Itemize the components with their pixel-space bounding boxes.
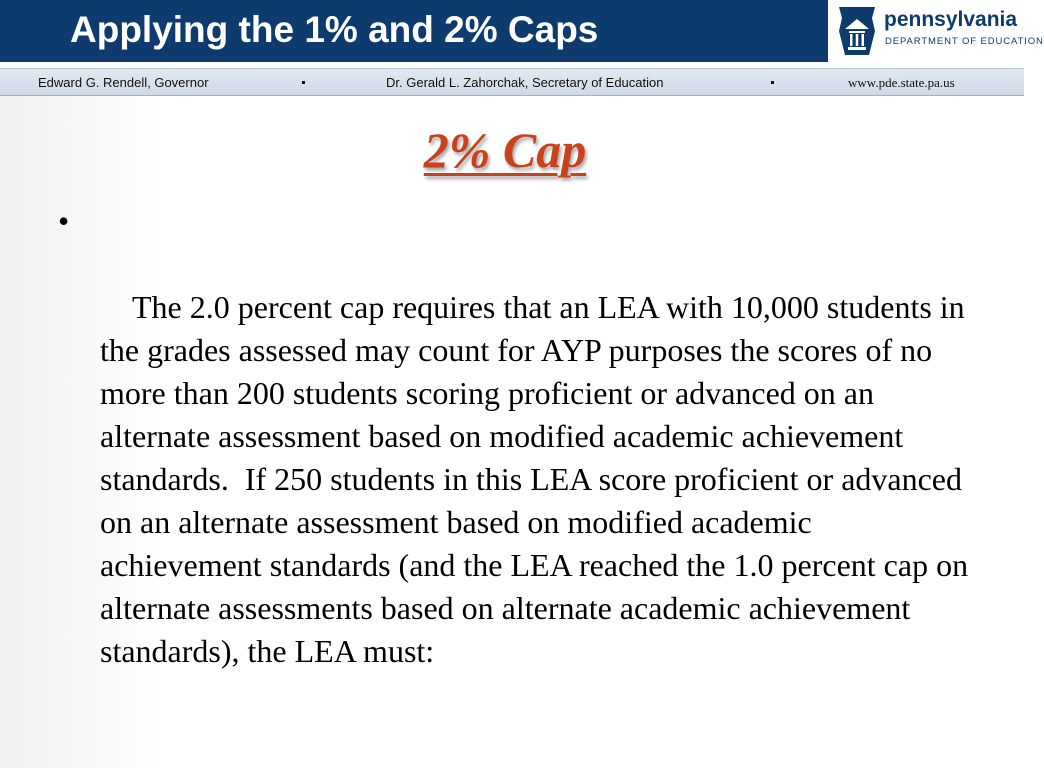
logo-wordmark: pennsylvania [884,8,1018,31]
secretary-name: Dr. Gerald L. Zahorchak, Secretary of Education [386,75,664,90]
keystone-icon [836,5,878,57]
bullet-mark: • [58,203,70,239]
bullet-item [58,200,978,716]
website-url: www.pde.state.pa.us [848,75,955,90]
governor-name: Edward G. Rendell, Governor [38,75,209,90]
slide-title: Applying the 1% and 2% Caps [70,9,599,50]
pde-logo [828,0,1044,62]
bullet-text: The 2.0 percent cap requires that an LEA with 10,000 students in the grades assessed may count for AYP purposes the scores of no more than 200 students scoring proficient or advanced on an alternate assessment based on modified academic achievement standards. If 250 students in this LEA score proficient or advanced on an alternate assessment based on modified academic achievement standards (and the LEA reached the 1.0 percent cap on alternate assessments based on alternate academic achievement standards), the LEA must: [100,289,977,669]
info-bar [0,68,1024,96]
separator-dot [302,81,305,84]
separator-dot [771,81,774,84]
slide-heading: 2% Cap [423,122,587,178]
bullet-list [58,200,978,716]
logo-department: DEPARTMENT OF EDUCATION [885,36,1044,47]
